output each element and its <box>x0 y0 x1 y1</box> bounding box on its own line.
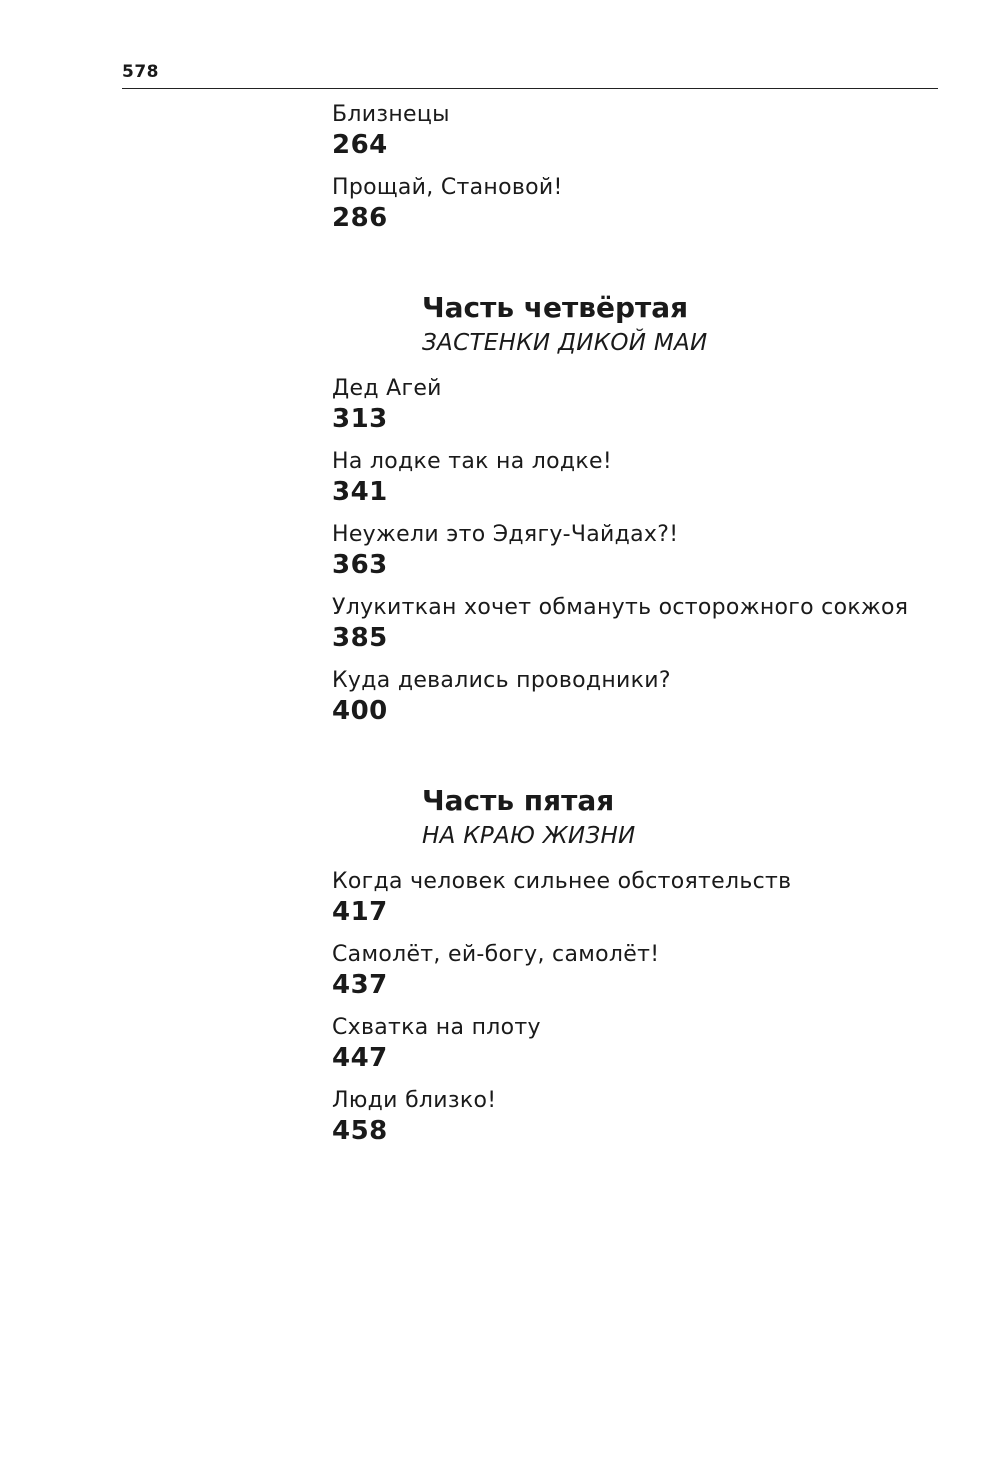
toc-entry <box>332 666 972 726</box>
chapter-title: На лодке так на лодке! <box>332 449 612 474</box>
chapter-page-number: 341 <box>332 477 388 507</box>
chapter-title: Схватка на плоту <box>332 1015 541 1040</box>
chapter-title: Люди близко! <box>332 1088 497 1113</box>
chapter-title: Самолёт, ей-богу, самолёт! <box>332 942 660 967</box>
toc-entry <box>332 520 972 580</box>
page-header <box>122 58 938 89</box>
chapter-title: Улукиткан хочет обмануть осторожного сокжоя <box>332 595 909 620</box>
part-subtitle: НА КРАЮ ЖИЗНИ <box>422 823 636 849</box>
toc-entry <box>332 100 972 160</box>
chapter-page-number: 286 <box>332 203 388 233</box>
toc-entry <box>332 374 972 434</box>
part-title: Часть пятая <box>422 784 615 817</box>
table-of-contents <box>332 100 972 1159</box>
part-heading <box>422 290 972 360</box>
toc-entry <box>332 1086 972 1146</box>
chapter-title: Когда человек сильнее обстоятельств <box>332 869 792 894</box>
chapter-page-number: 400 <box>332 696 388 726</box>
chapter-page-number: 447 <box>332 1043 388 1073</box>
chapter-title: Куда девались проводники? <box>332 668 671 693</box>
chapter-page-number: 313 <box>332 404 388 434</box>
chapter-page-number: 437 <box>332 970 388 1000</box>
toc-entry <box>332 447 972 507</box>
part-subtitle: ЗАСТЕНКИ ДИКОЙ МАИ <box>422 330 708 356</box>
toc-entry <box>332 940 972 1000</box>
toc-entry <box>332 1013 972 1073</box>
part-title: Часть четвёртая <box>422 291 689 324</box>
toc-entry <box>332 593 972 653</box>
chapter-title: Неужели это Эдягу-Чайдах?! <box>332 522 679 547</box>
chapter-page-number: 458 <box>332 1116 388 1146</box>
chapter-page-number: 385 <box>332 623 388 653</box>
chapter-page-number: 363 <box>332 550 388 580</box>
chapter-page-number: 264 <box>332 130 388 160</box>
toc-entry <box>332 867 972 927</box>
chapter-title: Близнецы <box>332 102 450 127</box>
chapter-page-number: 417 <box>332 897 388 927</box>
chapter-title: Дед Агей <box>332 376 442 401</box>
toc-entry <box>332 173 972 233</box>
chapter-title: Прощай, Становой! <box>332 175 563 200</box>
page-number: 578 <box>122 62 159 82</box>
part-heading <box>422 783 972 853</box>
